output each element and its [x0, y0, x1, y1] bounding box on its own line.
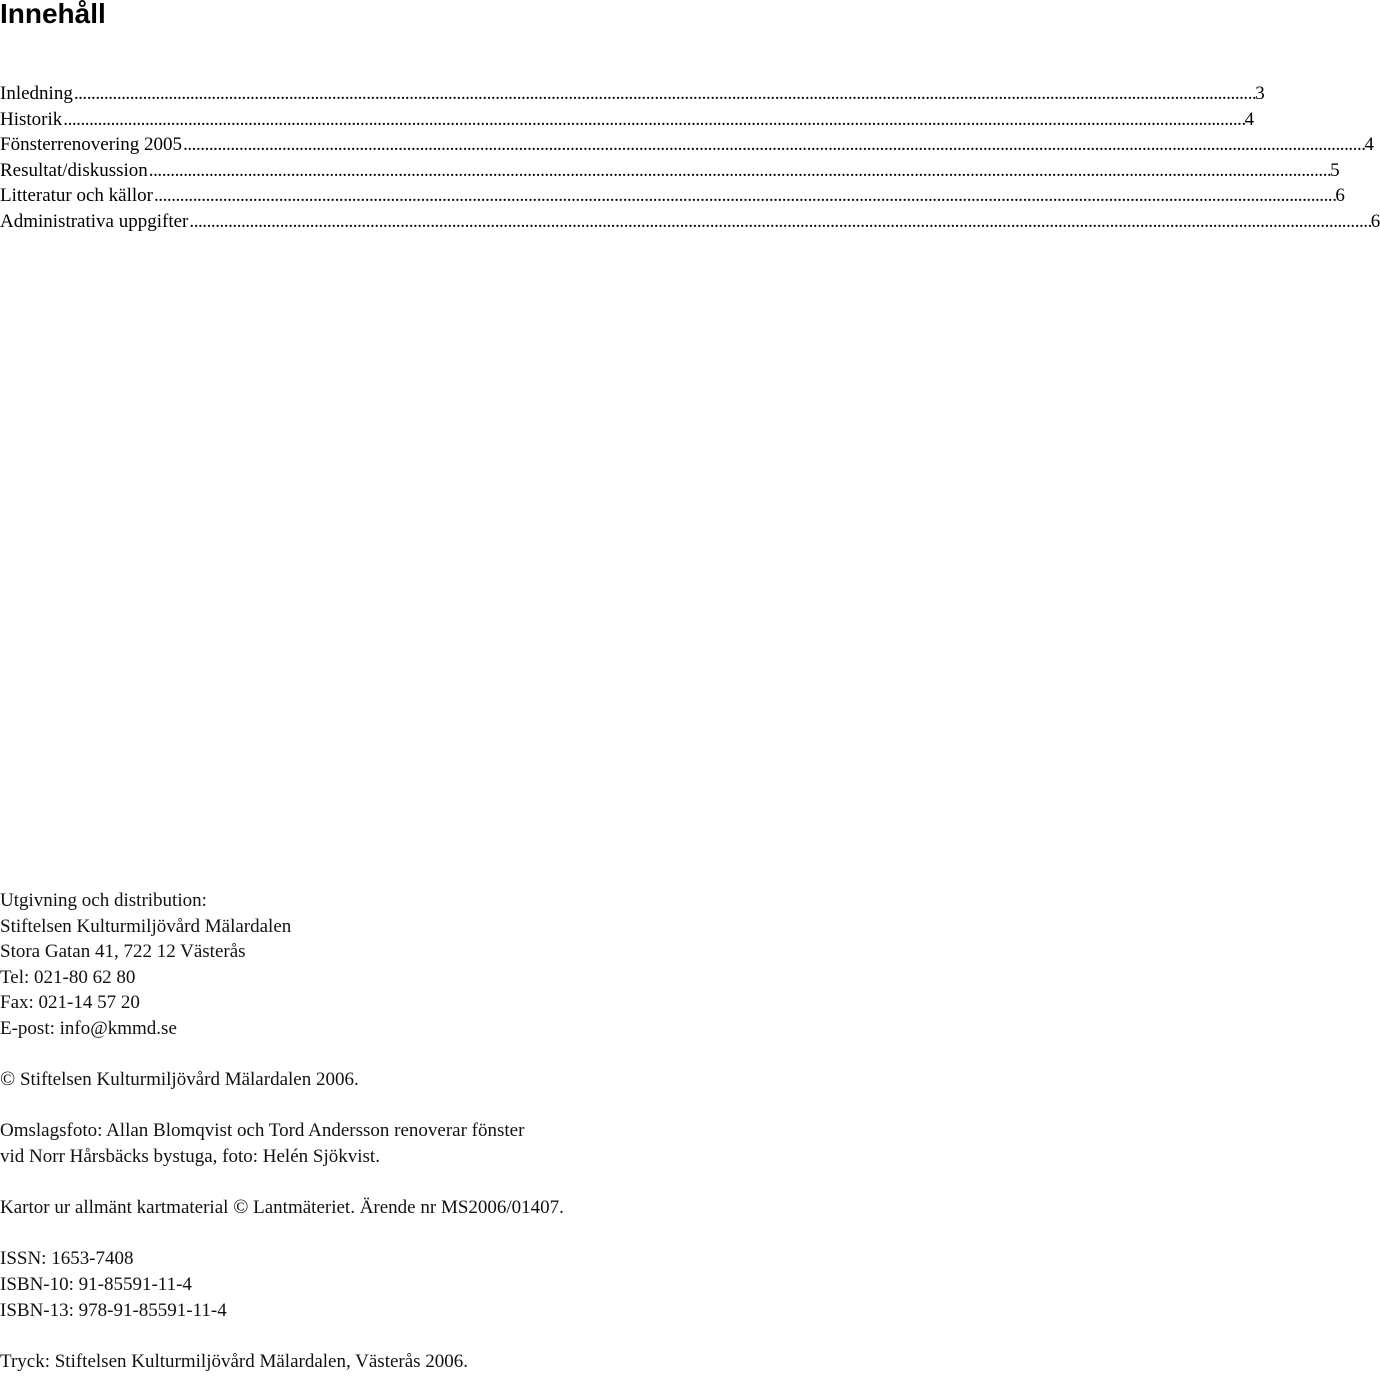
toc-leader-dots: [183, 132, 1363, 158]
isbn-10: ISBN-10: 91-85591-11-4: [0, 1273, 192, 1295]
toc-entry-label: Fönsterrenovering 2005: [0, 134, 183, 155]
copyright-icon: ©: [233, 1196, 249, 1219]
issn: ISSN: 1653-7408: [0, 1248, 134, 1270]
copyright-text: Stiftelsen Kulturmiljövård Mälardalen 2006.: [15, 1069, 359, 1091]
page-title: Innehåll: [0, 0, 106, 29]
toc-leader-dots: [74, 81, 1254, 107]
toc-entry-page: 6: [1370, 210, 1380, 232]
toc-entry-page: 4: [1364, 134, 1374, 155]
org-name: Stiftelsen Kulturmiljövård Mälardalen: [0, 915, 292, 937]
toc-entry-label: Administrativa uppgifter: [0, 210, 189, 232]
toc-leader-dots: [63, 107, 1243, 133]
toc-entry-fonsterrenovering[interactable]: [0, 132, 1374, 158]
toc-entry-resultat[interactable]: [0, 158, 1340, 184]
toc-leader-dots: [189, 209, 1369, 235]
toc-entry-page: 3: [1255, 83, 1265, 104]
print-info: Tryck: Stiftelsen Kulturmiljövård Mälardalen, Västerås 2006.: [0, 1350, 469, 1372]
cover-photo-credit-line-1: Omslagsfoto: Allan Blomqvist och Tord Andersson renoverar fönster: [0, 1120, 525, 1142]
toc-entry-litteratur[interactable]: [0, 183, 1345, 209]
email: E-post: info@kmmd.se: [0, 1017, 177, 1039]
map-credit-text: Kartor ur allmänt kartmaterial: [0, 1197, 234, 1219]
toc-entry-page: 5: [1330, 159, 1340, 181]
toc-entry-historik[interactable]: [0, 107, 1255, 133]
distribution-heading: Utgivning och distribution:: [0, 890, 207, 911]
toc-entry-label: Litteratur och källor: [0, 185, 153, 206]
toc-entry-page: 4: [1244, 108, 1255, 130]
map-credit-line: [0, 1195, 564, 1221]
toc-entry-label: Inledning: [0, 83, 73, 104]
toc-entry-label: Resultat/diskussion: [0, 159, 148, 181]
map-credit-reference: Lantmäteriet. Ärende nr MS2006/01407.: [248, 1197, 564, 1219]
isbn-13: ISBN-13: 978-91-85591-11-4: [0, 1299, 227, 1321]
copyright-line: [0, 1067, 564, 1093]
phone: Tel: 021-80 62 80: [0, 966, 136, 988]
table-of-contents: [0, 81, 1380, 234]
toc-entry-label: Historik: [0, 108, 63, 130]
toc-entry-inledning[interactable]: [0, 81, 1265, 107]
toc-leader-dots: [149, 158, 1329, 184]
address: Stora Gatan 41, 722 12 Västerås: [0, 941, 246, 963]
colophon: [0, 888, 564, 1374]
fax: Fax: 021-14 57 20: [0, 992, 140, 1014]
toc-leader-dots: [154, 183, 1334, 209]
copyright-icon: ©: [0, 1068, 16, 1091]
toc-entry-page: 6: [1335, 185, 1345, 206]
toc-entry-administrativa[interactable]: [0, 209, 1380, 235]
cover-photo-credit-line-2: vid Norr Hårsbäcks bystuga, foto: Helén Sjökvist.: [0, 1145, 380, 1167]
